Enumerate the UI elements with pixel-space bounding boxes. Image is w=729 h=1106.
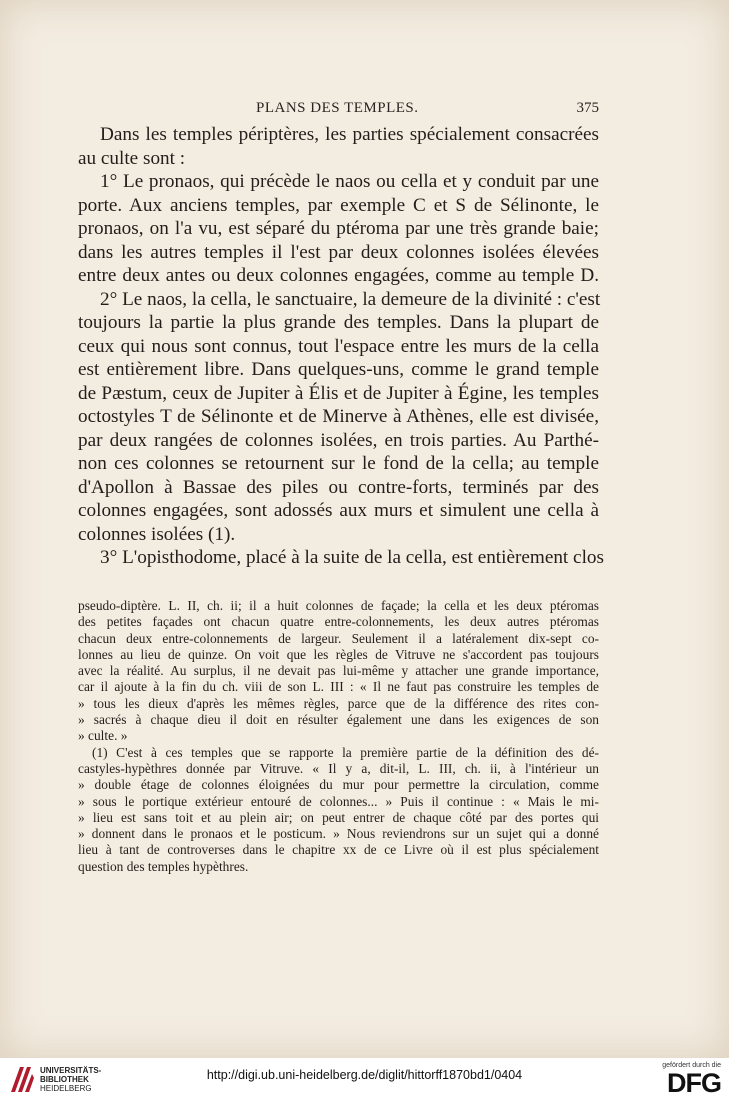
main-line: Dans les temples périptères, les parties spécialement consacrées xyxy=(100,124,599,145)
main-text xyxy=(78,123,604,570)
footnote-line: lieu à tant de controverses dans le chapitre xx de ce Livre où il est plus spécialement xyxy=(78,842,599,858)
footnote-line: pseudo-diptère. L. II, ch. ii; il a huit colonnes de façade; la cella et les deux ptéromas xyxy=(78,598,599,613)
main-line: 3° L'opisthodome, placé à la suite de la cella, est entièrement clos xyxy=(100,547,604,568)
main-line: 1° Le pronaos, qui précède le naos ou cella et y conduit par une xyxy=(100,171,599,192)
page-header xyxy=(78,100,599,117)
main-line: porte. Aux anciens temples, par exemple C et S de Sélinonte, le xyxy=(78,194,599,216)
main-line: entre deux antes ou deux colonnes engagées, comme au temple D. xyxy=(78,265,599,286)
footnote-line: » tous les dieux d'après les mêmes règles, parce que de la différence des rites con- xyxy=(78,695,599,711)
main-line: pronaos, on l'a vu, est séparé du ptéroma par une très grande baie; xyxy=(78,218,599,239)
permalink-url[interactable]: http://digi.ub.uni-heidelberg.de/diglit/hittorff1870bd1/0404 xyxy=(206,1068,523,1082)
footnote-line: (1) C'est à ces temples que se rapporte la première partie de la définition des dé- xyxy=(92,744,599,760)
library-name-line: HEIDELBERG xyxy=(40,1083,92,1093)
main-line: ceux qui nous sont connus, tout l'espace entre les murs de la cella xyxy=(78,335,599,357)
running-title: PLANS DES TEMPLES. xyxy=(256,100,419,116)
footnote-line: » culte. » xyxy=(78,728,128,744)
main-line: 2° Le naos, la cella, le sanctuaire, la demeure de la divinité : c'est xyxy=(100,288,601,310)
funder-caption: gefördert durch die xyxy=(662,1062,721,1069)
dfg-logo-text: DFG xyxy=(667,1068,721,1098)
main-line: de Pæstum, ceux de Jupiter à Élis et de Jupiter à Égine, les temples xyxy=(78,382,599,404)
footnote-line: lonnes au lieu de quinze. On voit que les règles de Vitruve ne s'accordent pas toujours xyxy=(78,646,599,662)
footnote-line: car il ajoute à la fin du ch. viii de son L. III : « Il ne faut pas construire les temples de xyxy=(78,679,599,695)
main-line: au culte sont : xyxy=(78,147,186,169)
footnotes xyxy=(78,598,599,875)
footnote-line: castyles-hypèthres donnée par Vitruve. « Il y a, dit-il, L. III, ch. ii, à l'intérieur un xyxy=(78,760,599,776)
footnote-line: » lieu est sans toit et au plein air; on peut entrer de chaque côté par des portes qui xyxy=(78,809,599,825)
footnote-line: question des temples hypèthres. xyxy=(78,858,249,874)
footnote-line: des petites façades ont chacun quatre entre-colonnements, les deux autres ptéromas xyxy=(78,614,599,630)
main-line: dans les autres temples il l'est par deux colonnes isolées élevées xyxy=(78,241,599,263)
library-name-line: UNIVERSITÄTS- xyxy=(40,1065,102,1075)
main-line: d'Apollon à Bassae des piles ou contre-forts, terminés par des xyxy=(78,476,599,498)
main-line: par deux rangées de colonnes isolées, en trois parties. Au Parthé- xyxy=(78,429,599,451)
footnote-line: » sous le portique extérieur entouré de colonnes... » Puis il continue : « Mais le mi- xyxy=(78,793,599,809)
footnote-line: chacun deux entre-colonnements de largeur. Seulement il a latéralement dix-sept co- xyxy=(78,630,599,646)
footnote-line: avec la réalité. Au surplus, il ne devait pas lui-même y attacher une grande importance, xyxy=(78,663,599,679)
main-line: est entièrement libre. Dans quelques-uns, comme le grand temple xyxy=(78,359,599,380)
main-line: colonnes engagées, sont adossés aux murs et simulent une cella à xyxy=(78,500,599,521)
main-line: toujours la partie la plus grande des temples. Dans la plupart de xyxy=(78,312,599,333)
main-line: octostyles T de Sélinonte et de Minerve à Athènes, elle est divisée, xyxy=(78,406,599,427)
page-number: 375 xyxy=(576,100,599,116)
main-line: colonnes isolées (1). xyxy=(78,523,236,545)
viewer-footer xyxy=(0,1058,729,1106)
footnote-line: » donnent dans le pronaos et le posticum. » Nous reviendrons sur un sujet qui a donné xyxy=(78,826,599,842)
library-name-line: BIBLIOTHEK xyxy=(40,1074,89,1084)
main-line: non ces colonnes se retournent sur le fond de la cella; au temple xyxy=(78,453,599,474)
footnote-line: » double étage de colonnes éloignées du mur pour permettre la circulation, comme xyxy=(78,777,599,793)
footnote-line: » sacrés à chaque dieu il doit en résulter également une dans les exigences de son xyxy=(78,712,599,728)
funder-logo[interactable] xyxy=(662,1062,721,1097)
